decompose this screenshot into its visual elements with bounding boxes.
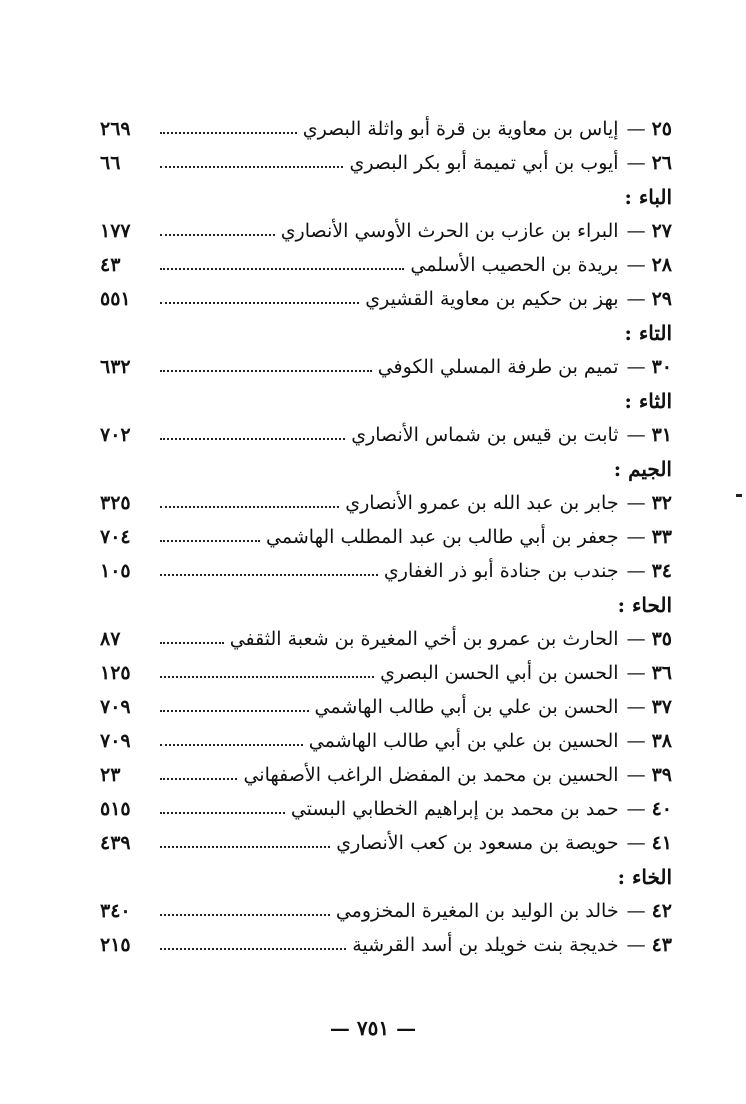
entry-name: الحسن بن علي بن أبي طالب الهاشمي bbox=[314, 696, 619, 718]
entry-page-number: ٣٤٠ bbox=[100, 900, 131, 922]
leader-dots bbox=[160, 574, 378, 576]
entry-page-number: ٢٣ bbox=[100, 764, 121, 786]
index-entry bbox=[100, 894, 672, 928]
entry-page-number: ٢٦٩ bbox=[100, 118, 131, 140]
leader-dots bbox=[160, 132, 297, 134]
entry-page-number: ٧٠٤ bbox=[100, 526, 131, 548]
entry-name: جابر بن عبد الله بن عمرو الأنصاري bbox=[345, 492, 619, 514]
leader-dots bbox=[160, 166, 343, 168]
leader-dots bbox=[160, 676, 374, 678]
entry-page-number: ٤٣٩ bbox=[100, 832, 131, 854]
entry-number: ٢٩ bbox=[651, 288, 672, 310]
index-entry bbox=[100, 554, 672, 588]
index-entry bbox=[100, 656, 672, 690]
entry-name: الحسين بن محمد بن المفضل الراغب الأصفهاني bbox=[243, 764, 619, 786]
entry-number: ٢٧ bbox=[651, 220, 672, 242]
entry-page-number: ٥١٥ bbox=[100, 798, 131, 820]
entry-name: ثابت بن قيس بن شماس الأنصاري bbox=[351, 424, 619, 446]
entry-dash: — bbox=[626, 798, 646, 820]
entry-dash: — bbox=[626, 764, 646, 786]
section-heading: الجيم : bbox=[613, 457, 672, 481]
entry-dash: — bbox=[626, 492, 646, 514]
entry-page-number: ٥٥١ bbox=[100, 288, 131, 310]
entry-dash: — bbox=[626, 900, 646, 922]
entry-name: جندب بن جنادة أبو ذر الغفاري bbox=[383, 560, 619, 582]
entry-name: البراء بن عازب بن الحرث الأوسي الأنصاري bbox=[280, 220, 619, 242]
index-entry bbox=[100, 520, 672, 554]
entry-dash: — bbox=[626, 424, 646, 446]
leader-dots bbox=[160, 914, 330, 916]
entry-number: ٣٦ bbox=[651, 662, 672, 684]
entry-page-number: ٨٧ bbox=[100, 628, 121, 650]
leader-dots bbox=[160, 540, 260, 542]
leader-dots bbox=[160, 846, 330, 848]
entry-name: الحسين بن علي بن أبي طالب الهاشمي bbox=[308, 730, 619, 752]
entry-number: ٣٠ bbox=[651, 356, 672, 378]
index-entry bbox=[100, 146, 672, 180]
entry-number: ٤٠ bbox=[651, 798, 672, 820]
leader-dots bbox=[160, 234, 275, 236]
entry-number: ٣٣ bbox=[651, 526, 672, 548]
entry-page-number: ٣٢٥ bbox=[100, 492, 131, 514]
index-list bbox=[100, 112, 672, 962]
entry-number: ٢٥ bbox=[651, 118, 672, 140]
entry-name: الحارث بن عمرو بن أخي المغيرة بن شعبة الثقفي bbox=[229, 628, 619, 650]
entry-number: ٣٥ bbox=[651, 628, 672, 650]
section-heading: الباء : bbox=[624, 185, 672, 209]
index-entry bbox=[100, 724, 672, 758]
entry-number: ٣٤ bbox=[651, 560, 672, 582]
section-heading: الحاء : bbox=[617, 593, 672, 617]
entry-name: جعفر بن أبي طالب بن عبد المطلب الهاشمي bbox=[266, 526, 619, 548]
entry-page-number: ٦٣٢ bbox=[100, 356, 131, 378]
entry-page-number: ٧٠٩ bbox=[100, 696, 131, 718]
entry-dash: — bbox=[626, 288, 646, 310]
entry-number: ٣٨ bbox=[651, 730, 672, 752]
entry-page-number: ١٢٥ bbox=[100, 662, 131, 684]
index-entry bbox=[100, 248, 672, 282]
entry-name: أيوب بن أبي تميمة أبو بكر البصري bbox=[349, 152, 619, 174]
index-entry bbox=[100, 758, 672, 792]
leader-dots bbox=[160, 744, 303, 746]
entry-name: بهز بن حكيم بن معاوية القشيري bbox=[365, 288, 619, 310]
index-entry bbox=[100, 928, 672, 962]
leader-dots bbox=[160, 506, 339, 508]
entry-number: ٣٢ bbox=[651, 492, 672, 514]
index-entry bbox=[100, 486, 672, 520]
leader-dots bbox=[160, 710, 309, 712]
leader-dots bbox=[160, 438, 345, 440]
index-entry bbox=[100, 418, 672, 452]
entry-dash: — bbox=[626, 628, 646, 650]
entry-page-number: ٧٠٩ bbox=[100, 730, 131, 752]
index-entry bbox=[100, 826, 672, 860]
entry-name: بريدة بن الحصيب الأسلمي bbox=[410, 254, 619, 276]
entry-dash: — bbox=[626, 560, 646, 582]
leader-dots bbox=[160, 778, 237, 780]
entry-name: خديجة بنت خويلد بن أسد القرشية bbox=[352, 934, 619, 956]
entry-dash: — bbox=[626, 832, 646, 854]
entry-number: ٢٦ bbox=[651, 152, 672, 174]
section-heading: الثاء : bbox=[624, 389, 672, 413]
leader-dots bbox=[160, 642, 224, 644]
entry-page-number: ٢١٥ bbox=[100, 934, 131, 956]
index-entry bbox=[100, 112, 672, 146]
entry-name: الحسن بن أبي الحسن البصري bbox=[380, 662, 619, 684]
section-heading: التاء : bbox=[624, 321, 672, 345]
index-entry bbox=[100, 214, 672, 248]
margin-mark bbox=[736, 494, 742, 497]
index-entry bbox=[100, 690, 672, 724]
index-entry bbox=[100, 622, 672, 656]
entry-number: ٤١ bbox=[651, 832, 672, 854]
index-entry bbox=[100, 792, 672, 826]
entry-dash: — bbox=[626, 696, 646, 718]
leader-dots bbox=[160, 370, 372, 372]
page-number: — ٧٥١ — bbox=[329, 1016, 417, 1040]
entry-dash: — bbox=[626, 526, 646, 548]
entry-number: ٤٢ bbox=[651, 900, 672, 922]
entry-dash: — bbox=[626, 254, 646, 276]
entry-name: تميم بن طرفة المسلي الكوفي bbox=[377, 356, 619, 378]
index-entry bbox=[100, 350, 672, 384]
entry-number: ٣١ bbox=[651, 424, 672, 446]
entry-name: حمد بن محمد بن إبراهيم الخطابي البستي bbox=[290, 798, 619, 820]
entry-dash: — bbox=[626, 152, 646, 174]
entry-dash: — bbox=[626, 662, 646, 684]
entry-number: ٢٨ bbox=[651, 254, 672, 276]
leader-dots bbox=[160, 302, 359, 304]
entry-page-number: ٧٠٢ bbox=[100, 424, 131, 446]
leader-dots bbox=[160, 812, 285, 814]
index-entry bbox=[100, 282, 672, 316]
entry-name: إياس بن معاوية بن قرة أبو واثلة البصري bbox=[302, 118, 619, 140]
leader-dots bbox=[160, 948, 346, 950]
entry-dash: — bbox=[626, 356, 646, 378]
section-heading: الخاء : bbox=[617, 865, 672, 889]
entry-dash: — bbox=[626, 220, 646, 242]
entry-number: ٣٧ bbox=[651, 696, 672, 718]
entry-number: ٣٩ bbox=[651, 764, 672, 786]
entry-name: حويصة بن مسعود بن كعب الأنصاري bbox=[336, 832, 619, 854]
entry-number: ٤٣ bbox=[651, 934, 672, 956]
entry-dash: — bbox=[626, 730, 646, 752]
entry-page-number: ١٠٥ bbox=[100, 560, 131, 582]
entry-dash: — bbox=[626, 118, 646, 140]
entry-dash: — bbox=[626, 934, 646, 956]
entry-page-number: ٤٣ bbox=[100, 254, 121, 276]
entry-page-number: ١٧٧ bbox=[100, 220, 131, 242]
entry-page-number: ٦٦ bbox=[100, 152, 121, 174]
entry-name: خالد بن الوليد بن المغيرة المخزومي bbox=[335, 900, 619, 922]
leader-dots bbox=[160, 268, 404, 270]
